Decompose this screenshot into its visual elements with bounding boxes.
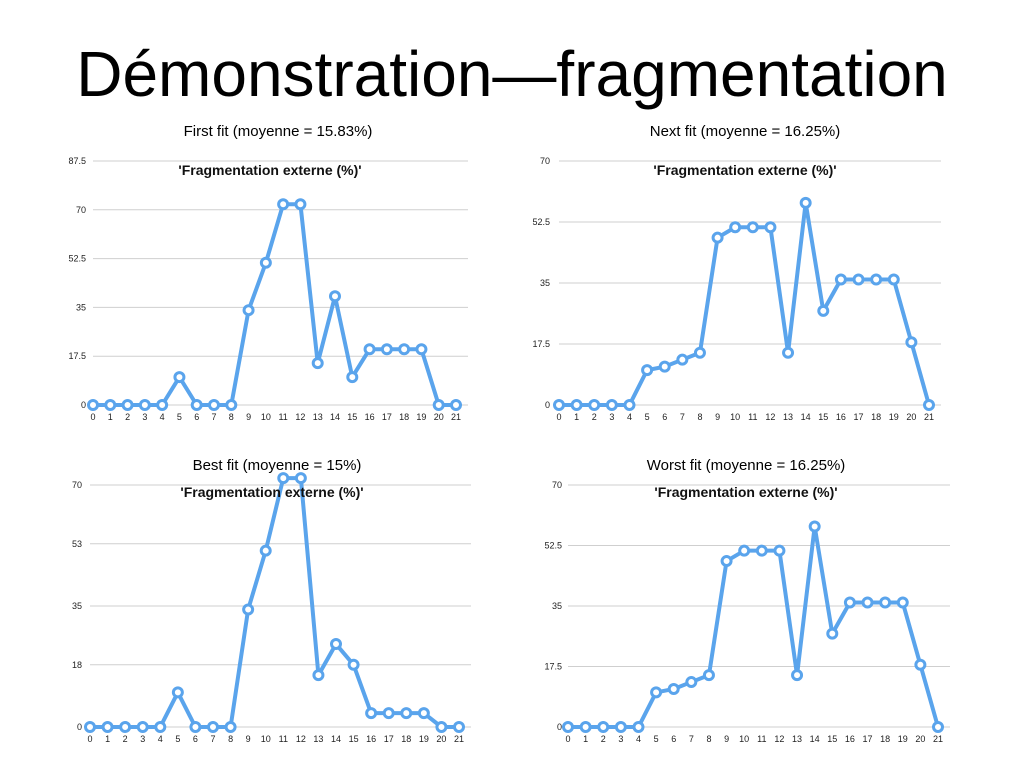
y-tick-label: 0 [556,722,562,732]
x-tick-label: 16 [364,412,375,422]
chart-title: Best fit (moyenne = 15%) [192,457,362,474]
data-point [934,723,943,732]
x-tick-label: 11 [278,412,288,422]
x-tick-label: 1 [583,734,589,744]
x-tick-label: 14 [809,734,820,744]
y-tick-label: 35 [539,278,550,288]
x-tick-label: 21 [932,734,944,744]
series-label: 'Fragmentation externe (%)' [654,484,838,500]
x-tick-label: 4 [635,734,641,744]
y-tick-label: 18 [71,659,82,670]
chart-title: Worst fit (moyenne = 16.25%) [646,457,846,474]
x-tick-label: 15 [818,412,829,422]
x-tick-label: 8 [228,734,234,744]
x-tick-label: 9 [245,734,251,744]
x-tick-label: 19 [416,412,427,422]
data-point [881,598,890,607]
x-tick-label: 3 [140,734,146,744]
x-tick-label: 7 [688,734,694,744]
data-point [916,660,925,669]
x-tick-label: 13 [783,412,794,422]
x-tick-label: 5 [644,412,650,422]
y-tick-label: 52.5 [544,540,562,551]
y-tick-label: 53 [71,538,82,549]
data-point [810,522,819,531]
y-tick-label: 35 [71,601,82,611]
y-tick-label: 70 [75,204,86,215]
x-tick-label: 9 [724,734,730,744]
x-tick-label: 2 [591,412,597,422]
x-tick-label: 20 [433,412,444,422]
data-point [757,546,766,555]
y-tick-label: 17.5 [532,339,550,349]
x-tick-label: 1 [107,412,113,422]
x-tick-label: 7 [679,412,685,422]
data-point [581,723,590,732]
chart-title: First fit (moyenne = 15.83%) [183,123,373,140]
x-tick-label: 10 [730,412,741,422]
x-tick-label: 18 [880,734,891,744]
x-tick-label: 18 [871,412,882,422]
data-point [845,598,854,607]
x-tick-label: 20 [906,412,917,422]
x-tick-label: 5 [653,734,659,744]
series-label: 'Fragmentation externe (%)' [178,162,362,178]
x-tick-label: 18 [401,734,412,744]
x-tick-label: 19 [888,412,899,422]
y-tick-label: 0 [80,400,86,410]
x-tick-label: 14 [330,734,342,744]
x-tick-label: 0 [565,734,571,744]
x-tick-label: 7 [210,734,216,744]
x-tick-label: 17 [381,412,392,422]
x-tick-label: 6 [662,412,668,422]
x-tick-label: 1 [574,412,580,422]
x-tick-label: 14 [329,412,341,422]
x-tick-label: 12 [295,412,306,422]
x-tick-label: 11 [278,734,288,744]
data-point [775,546,784,555]
y-tick-label: 70 [539,156,550,166]
y-tick-label: 70 [551,480,562,490]
x-tick-label: 0 [90,412,96,422]
x-tick-label: 19 [897,734,908,744]
y-tick-label: 35 [551,601,562,611]
x-tick-label: 15 [348,734,359,744]
y-tick-label: 35 [75,302,86,313]
y-tick-label: 52.5 [532,217,550,227]
x-tick-label: 13 [312,412,323,422]
data-point [722,557,731,566]
x-tick-label: 14 [800,412,811,422]
x-tick-label: 9 [246,412,252,422]
x-tick-label: 5 [176,412,182,422]
x-tick-label: 5 [175,734,181,744]
x-tick-label: 4 [626,412,632,422]
data-point [564,723,573,732]
x-tick-label: 10 [260,412,271,422]
x-tick-label: 21 [450,412,462,422]
x-tick-label: 11 [757,734,767,744]
y-tick-label: 87.5 [68,156,86,166]
y-tick-label: 52.5 [68,253,86,264]
data-point [652,688,661,697]
data-point [793,671,802,680]
data-point [687,678,696,687]
x-tick-label: 13 [313,734,324,744]
x-tick-label: 8 [228,412,234,422]
x-tick-label: 12 [765,412,776,422]
x-tick-label: 3 [618,734,624,744]
x-tick-label: 8 [706,734,712,744]
data-point [740,546,749,555]
data-point [616,723,625,732]
x-tick-label: 16 [366,734,377,744]
x-tick-label: 15 [827,734,838,744]
data-point [669,684,678,693]
x-tick-label: 4 [159,412,165,422]
x-tick-label: 6 [671,734,677,744]
y-tick-label: 70 [71,480,82,490]
series-line [568,526,938,727]
x-tick-label: 8 [697,412,703,422]
x-tick-label: 20 [915,734,926,744]
x-tick-label: 20 [436,734,447,744]
x-tick-label: 17 [862,734,873,744]
x-tick-label: 21 [453,734,465,744]
x-tick-label: 10 [739,734,750,744]
x-tick-label: 10 [260,734,271,744]
x-tick-label: 21 [923,412,935,422]
x-tick-label: 17 [383,734,394,744]
series-label: 'Fragmentation externe (%)' [653,162,837,178]
x-tick-label: 2 [600,734,606,744]
y-tick-label: 17.5 [68,351,86,362]
x-tick-label: 16 [844,734,855,744]
data-point [898,598,907,607]
y-tick-label: 0 [544,400,550,410]
x-tick-label: 12 [295,734,306,744]
x-tick-label: 7 [211,412,217,422]
chart-title: Next fit (moyenne = 16.25%) [649,123,841,140]
x-tick-label: 19 [418,734,429,744]
y-tick-label: 0 [76,722,82,732]
x-tick-label: 17 [853,412,864,422]
page-title: Démonstration—fragmentation [76,38,948,110]
x-tick-label: 2 [125,412,131,422]
x-tick-label: 11 [748,412,758,422]
x-tick-label: 3 [142,412,148,422]
x-tick-label: 15 [347,412,358,422]
data-point [599,723,608,732]
data-point [704,671,713,680]
x-tick-label: 2 [122,734,128,744]
data-point [863,598,872,607]
data-point [634,723,643,732]
x-tick-label: 13 [792,734,803,744]
x-tick-label: 18 [399,412,410,422]
x-tick-label: 6 [194,412,200,422]
x-tick-label: 6 [192,734,198,744]
data-point [828,629,837,638]
x-tick-label: 12 [774,734,785,744]
x-tick-label: 0 [87,734,93,744]
series-label: 'Fragmentation externe (%)' [180,484,364,500]
x-tick-label: 9 [715,412,721,422]
x-tick-label: 4 [157,734,163,744]
x-tick-label: 16 [835,412,846,422]
x-tick-label: 3 [609,412,615,422]
x-tick-label: 0 [556,412,562,422]
y-tick-label: 17.5 [544,661,562,672]
x-tick-label: 1 [105,734,111,744]
